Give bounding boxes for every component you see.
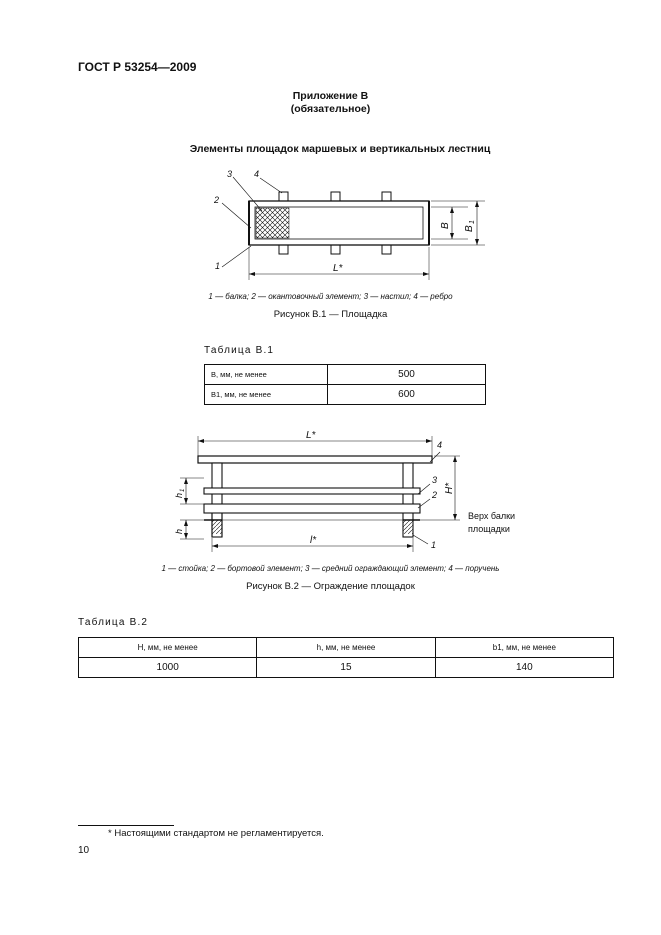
fig1-dim-B1-sub: 1	[469, 220, 476, 224]
fig2-label-3: 3	[432, 475, 438, 485]
table-row	[205, 385, 486, 405]
rib-bottom-1	[279, 245, 288, 254]
handrail	[198, 456, 432, 463]
figure-guard-diagram	[160, 422, 530, 562]
table1-label-B1: B1, мм, не менее	[205, 385, 328, 405]
table2-caption: Таблица В.2	[78, 617, 149, 628]
figure-platform-diagram	[200, 165, 500, 285]
fig1-dim-B: B	[440, 222, 451, 229]
fig1-label-1: 1	[215, 261, 221, 271]
page-number: 10	[78, 845, 90, 856]
footnote-separator	[78, 825, 174, 826]
appendix-title: Приложение В	[292, 90, 369, 102]
table2-value-h: 15	[257, 658, 435, 678]
fig2-dim-h1-sub: 1	[180, 488, 186, 492]
table-row	[79, 658, 614, 678]
appendix-subtitle: (обязательное)	[290, 103, 371, 115]
fig2-dim-h: h	[174, 528, 184, 534]
fig1-label-4: 4	[254, 169, 260, 179]
figure2-caption: Рисунок В.2 — Ограждение площадок	[246, 581, 415, 592]
fig2-label-1: 1	[431, 540, 437, 550]
rib-top-1	[279, 192, 288, 201]
fig2-dim-H: H*	[444, 482, 455, 494]
footnote: * Настоящими стандартом не регламентируется.	[108, 828, 324, 839]
table1-value-B: 500	[328, 365, 486, 385]
table1-label-B: B, мм, не менее	[205, 365, 328, 385]
fig1-label-2: 2	[214, 195, 220, 205]
table1-caption: Таблица В.1	[204, 345, 275, 356]
fig1-label-3: 3	[227, 169, 233, 179]
fig2-dim-h1: h	[174, 492, 184, 498]
table2-header-b1: b1, мм, не менее	[435, 638, 613, 658]
table2-value-H: 1000	[79, 658, 257, 678]
decking-hatch	[256, 208, 289, 238]
table2-value-b1: 140	[435, 658, 613, 678]
middle-rail	[204, 488, 420, 494]
fig2-dim-l: l*	[310, 535, 317, 546]
figure2-legend: 1 — стойка; 2 — бортовой элемент; 3 — средний ограждающий элемент; 4 — поручень	[161, 564, 500, 573]
table1	[204, 364, 486, 405]
rib-bottom-3	[382, 245, 391, 254]
rib-top-3	[382, 192, 391, 201]
table-row	[79, 638, 614, 658]
table2-header-H: H, мм, не менее	[79, 638, 257, 658]
fig2-dim-L: L*	[306, 430, 316, 441]
fig1-dim-L: L*	[333, 263, 343, 274]
fig1-dim-B1: B	[464, 225, 475, 232]
figure1-legend: 1 — балка; 2 — окантовочный элемент; 3 — настил; 4 — ребро	[208, 292, 453, 301]
fig2-label-4: 4	[437, 440, 443, 450]
table-row	[205, 365, 486, 385]
rib-bottom-2	[331, 245, 340, 254]
fig2-beam-top-2: площадки	[468, 524, 510, 534]
table2-header-h: h, мм, не менее	[257, 638, 435, 658]
document-code: ГОСТ Р 53254—2009	[78, 60, 197, 74]
rib-top-2	[331, 192, 340, 201]
table2	[78, 637, 614, 678]
table1-value-B1: 600	[328, 385, 486, 405]
figure1-caption: Рисунок В.1 — Площадка	[273, 309, 388, 320]
fig2-label-2: 2	[432, 490, 438, 500]
section-title: Элементы площадок маршевых и вертикальных лестниц	[189, 143, 491, 155]
fig2-beam-top-1: Верх балки	[468, 511, 516, 521]
toe-board	[204, 504, 420, 513]
